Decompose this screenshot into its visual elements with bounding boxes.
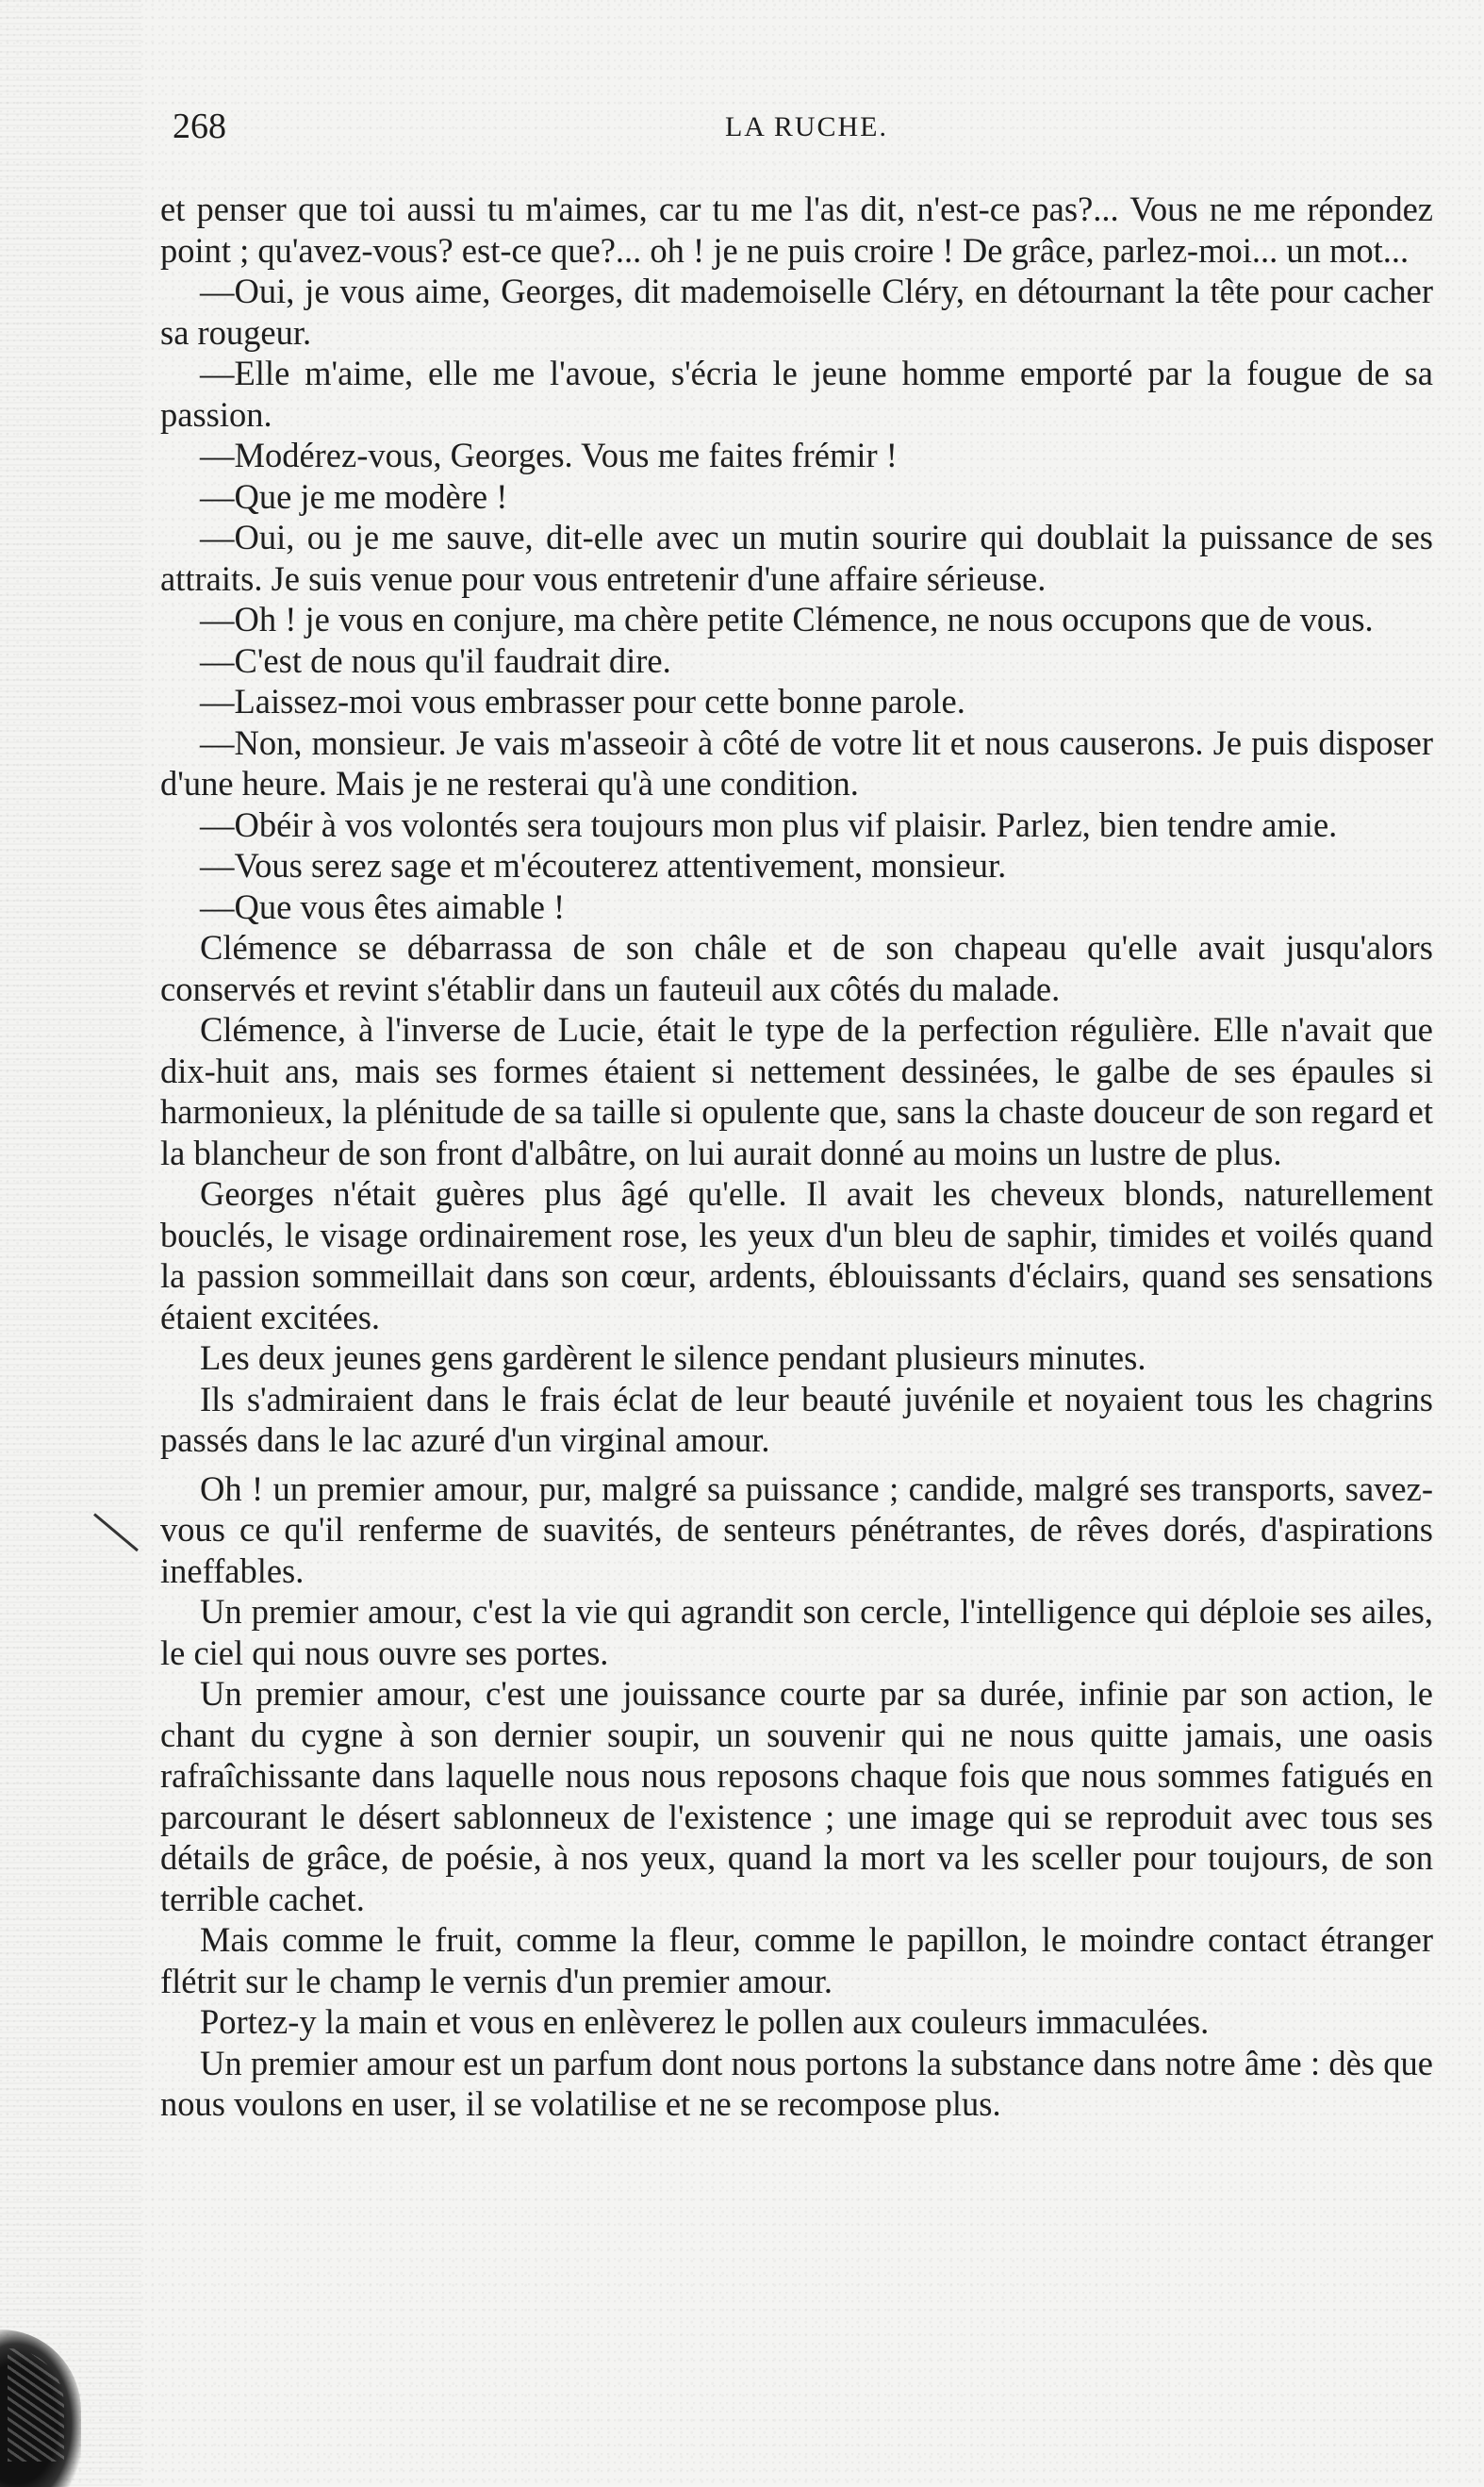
page-header — [173, 106, 1441, 162]
paragraph: et penser que toi aussi tu m'aimes, car tu me l'as dit, n'est-ce pas?... Vous ne me répondez point ; qu'avez-vous? est-ce que?... oh ! je ne puis croire ! De grâce, parlez-moi... un mot... — [160, 190, 1433, 270]
paragraph: Un premier amour, c'est une jouissance courte par sa durée, infinie par son action, le chant du cygne à son dernier soupir, un souvenir qui ne nous quitte jamais, une oasis rafraîchissante dans laquelle nous nous reposons chaque fois que nous sommes fatigués en parcourant le désert sablonneux de l'existence ; une image qui se reproduit avec tous ses détails de grâce, de poésie, à nos yeux, quand la mort va les sceller pour toujours, de son terrible cachet. — [160, 1674, 1433, 1918]
paragraph: —Modérez-vous, Georges. Vous me faites frémir ! — [200, 436, 898, 474]
paragraph: Un premier amour, c'est la vie qui agrandit son cercle, l'intelligence qui déploie ses ailes, le ciel qui nous ouvre ses portes. — [160, 1592, 1433, 1672]
paragraph: Ils s'admiraient dans le frais éclat de leur beauté juvénile et noyaient tous les chagrins passés dans le lac azuré d'un virginal amour. — [160, 1379, 1433, 1459]
paragraph: —Obéir à vos volontés sera toujours mon plus vif plaisir. Parlez, bien tendre amie. — [200, 804, 1338, 844]
paragraph: —Oui, ou je me sauve, dit-elle avec un mutin sourire qui doublait la puissance de ses attraits. Je suis venue pour vous entretenir d'une affaire sérieuse. — [160, 518, 1433, 598]
paragraph: Mais comme le fruit, comme la fleur, comme le papillon, le moindre contact étranger flétrit sur le champ le vernis d'un premier amour. — [160, 1920, 1433, 2000]
paragraph: —Oh ! je vous en conjure, ma chère petite Clémence, ne nous occupons que de vous. — [200, 600, 1374, 638]
paragraph: Un premier amour est un parfum dont nous portons la substance dans notre âme : dès que nous voulons en user, il se volatilise et ne se recompose plus. — [160, 2043, 1433, 2123]
body-text — [160, 189, 1433, 2125]
paragraph: —Elle m'aime, elle me l'avoue, s'écria le jeune homme emporté par la fougue de sa passion. — [160, 354, 1433, 434]
paragraph: —Non, monsieur. Je vais m'asseoir à côté de votre lit et nous causerons. Je puis disposer d'une heure. Mais je ne resterai qu'à une condition. — [160, 722, 1433, 803]
paragraph: Oh ! un premier amour, pur, malgré sa puissance ; candide, malgré ses transports, savez-vous ce qu'il renferme de suavités, de senteurs pénétrantes, de rêves dorés, d'aspirations ineffables. — [160, 1468, 1433, 1590]
paragraph: —Que je me modère ! — [200, 476, 508, 516]
page-number: 268 — [173, 107, 226, 146]
running-title: LA RUCHE. — [724, 111, 888, 142]
paragraph: —C'est de nous qu'il faudrait dire. — [200, 640, 671, 680]
paragraph: —Laissez-moi vous embrasser pour cette bonne parole. — [200, 682, 965, 721]
paragraph: Portez-y la main et vous en enlèverez le pollen aux couleurs immaculées. — [200, 2002, 1210, 2041]
paragraph: Les deux jeunes gens gardèrent le silence pendant plusieurs minutes. — [200, 1338, 1146, 1377]
paragraph: Clémence, à l'inverse de Lucie, était le type de la perfection régulière. Elle n'avait que dix-huit ans, mais ses formes étaient si nettement dessinées, le galbe de ses épaules si harmonieux, la plénitude de sa taille si opulente que, sans la chaste douceur de son regard et la blancheur de son front d'albâtre, on lui aurait donné au moins un lustre de plus. — [160, 1010, 1433, 1172]
paragraph: —Que vous êtes aimable ! — [200, 887, 566, 926]
paragraph: Clémence se débarrassa de son châle et de son chapeau qu'elle avait jusqu'alors conservés et revint s'établir dans un fauteuil aux côtés du malade. — [160, 928, 1433, 1008]
scan-noise — [0, 0, 141, 2487]
paragraph: Georges n'était guères plus âgé qu'elle. Il avait les cheveux blonds, naturellement bouclés, le visage ordinairement rose, les yeux d'un bleu de saphir, timides et voilés quand la passion sommeillait dans son cœur, ardents, éblouissants d'éclairs, quand ses sensations étaient excitées. — [160, 1174, 1433, 1336]
paragraph: —Oui, je vous aime, Georges, dit mademoiselle Cléry, en détournant la tête pour cacher sa rougeur. — [160, 272, 1433, 352]
paragraph: —Vous serez sage et m'écouterez attentivement, monsieur. — [200, 846, 1007, 885]
